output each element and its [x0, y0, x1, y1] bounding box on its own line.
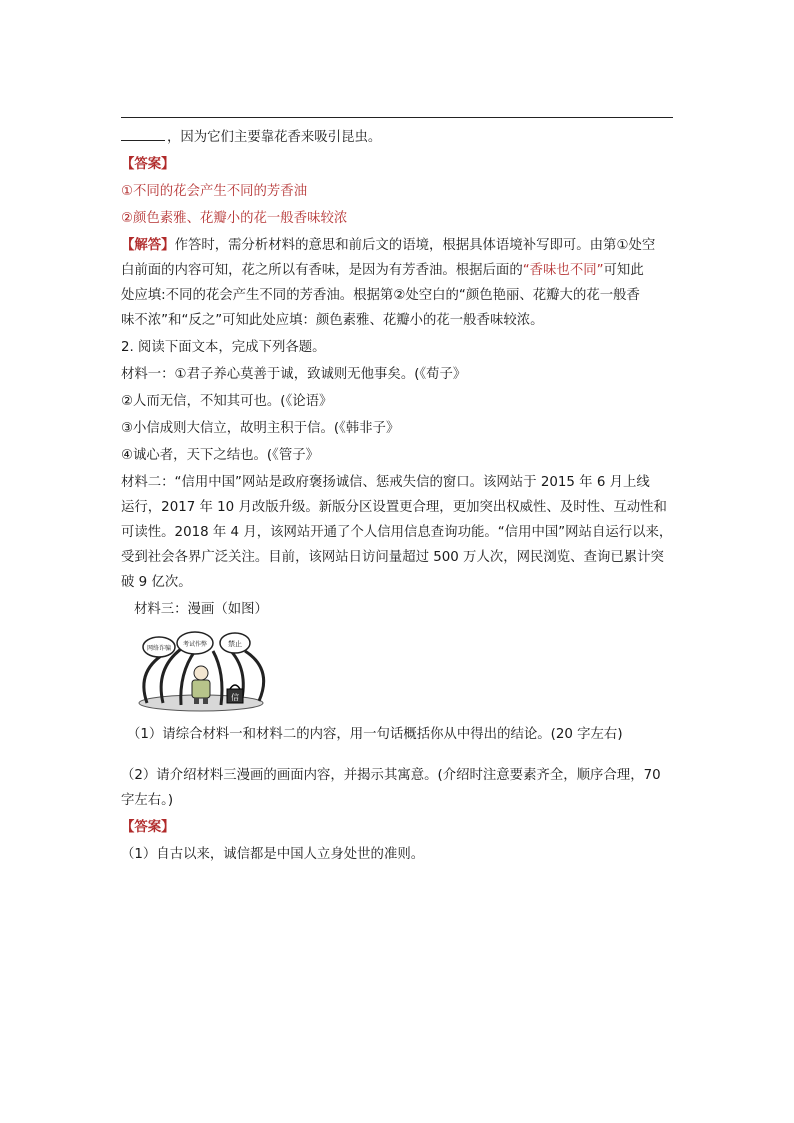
cartoon-sign-3: 禁止: [228, 640, 242, 648]
q1-answer-heading: 【答案】: [121, 157, 175, 172]
answer-space: [121, 754, 675, 768]
material1-line1: 材料一：①君子养心莫善于诚，致诚则无他事矣。(《荀子》: [121, 367, 467, 382]
q2-title: 2. 阅读下面文本，完成下列各题。: [121, 340, 326, 355]
header-rule: [121, 117, 673, 118]
q2-answer-1: （1）自古以来，诚信都是中国人立身处世的准则。: [121, 847, 425, 862]
q2-answer-heading: 【答案】: [121, 820, 175, 835]
q1-answer-1: ①不同的花会产生不同的芳香油: [121, 184, 308, 199]
cartoon-sign-1: 网络诈骗: [146, 645, 172, 652]
material3-title: 材料三：漫画（如图）: [134, 602, 268, 617]
explanation-heading: 【解答】: [121, 238, 175, 253]
material1-line2: ②人而无信，不知其可也。(《论语》: [121, 394, 333, 409]
document-body: [121, 128, 675, 874]
sub-question-2: （2）请介绍材料三漫画的画面内容，并揭示其寓意。(介绍时注意要素齐全，顺序合理，70 字左右。): [121, 768, 661, 808]
material1-line3: ③小信成则大信立，故明主积于信。(《韩非子》: [121, 421, 400, 436]
sub-question-1: （1）请综合材料一和材料二的内容，用一句话概括你从中得出的结论。(20 字左右): [127, 727, 623, 742]
material1-line4: ④诚心者，天下之结也。(《管子》: [121, 448, 319, 463]
q1-answer-2: ②颜色素雅、花瓣小的花一般香味较浓: [121, 211, 348, 226]
cartoon-sign-2: 考试作弊: [182, 641, 208, 648]
explanation-quote: “香味也不同”: [522, 263, 604, 278]
q1-explanation: 【解答】作答时，需分析材料的意思和前后文的语境，根据具体语境补写即可。由第①处空 白前面的内容可知，花之所以有香味，是因为有芳香油。根据后面的“香味也不同”可知此 处应填:不同的花会产生不同的芳香油。根据第②处空白的“颜色艳丽、花瓣大的花一般香 味不浓”和“反之”可知此处应填：颜色素雅、花瓣小的花一般香味较浓。: [121, 238, 656, 328]
material2: 材料二：“信用中国”网站是政府褒扬诚信、惩戒失信的窗口。该网站于 2015 年 6 月上线 运行，2017 年 10 月改版升级。新版分区设置更合理，更加突出权威性、及时性、互动性和 可读性。2018 年 4 月，该网站开通了个人信用信息查询功能。“信用中国”网站自运行以来， 受到社会各界广泛关注。目前，该网站日访问量超过 500 万人次，网民浏览、查询已累计突 破 9 亿次。: [121, 475, 673, 590]
cartoon-image: [129, 629, 279, 713]
q1-blank-sentence: ，因为它们主要靠花香来吸引昆虫。: [121, 128, 675, 146]
fill-blank[interactable]: [121, 128, 165, 141]
cartoon-lock-label: 信: [231, 693, 239, 702]
